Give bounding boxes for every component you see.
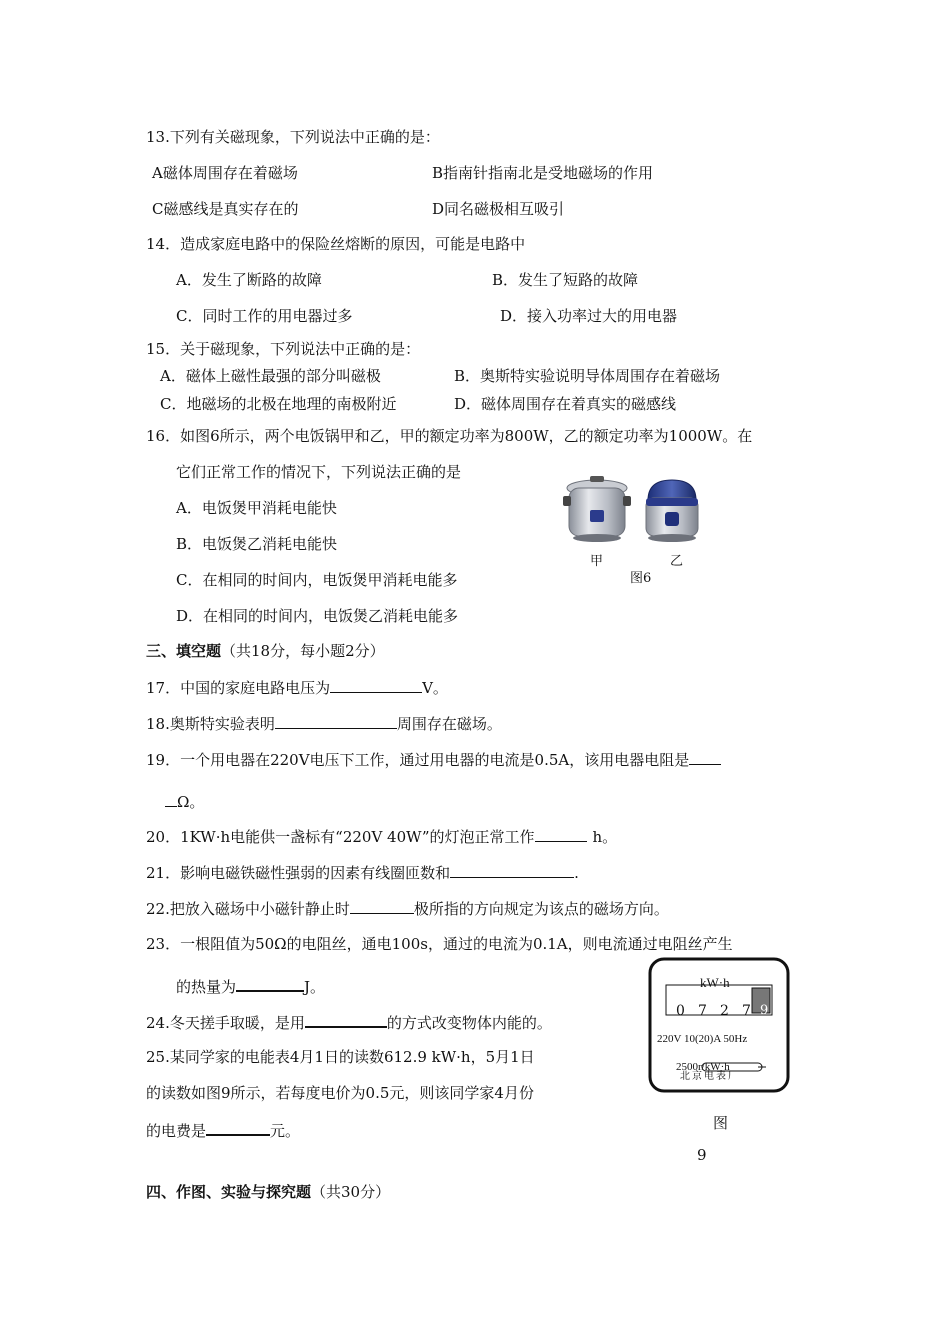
q23-line1: 23．一根阻值为50Ω的电阻丝，通电100s，通过的电流为0.1A，则电流通过电阻丝产生 — [146, 935, 733, 953]
q18-text-end: 周围存在磁场。 — [396, 715, 502, 733]
q16-option-b: B．电饭煲乙消耗电能快 — [176, 535, 338, 553]
q16-stem-line1: 16．如图6所示，两个电饭锅甲和乙，甲的额定功率为800W，乙的额定功率为1000W。在 — [146, 427, 753, 445]
section-3-note: （共18分，每小题2分） — [221, 642, 385, 660]
q25-line1: 25.某同学家的电能表4月1日的读数612.9 kW·h，5月1日 — [146, 1048, 535, 1066]
q15-option-d: D．磁体周围存在着真实的磁感线 — [454, 395, 677, 413]
q19-line1 — [146, 749, 721, 770]
meter-unit: kW·h — [700, 975, 730, 990]
q14-option-b: B．发生了短路的故障 — [492, 271, 639, 289]
q21-end: . — [574, 864, 579, 882]
q15-option-b: B．奥斯特实验说明导体周围存在着磁场 — [454, 367, 721, 385]
q22-text-end: 极所指的方向规定为该点的磁场方向。 — [413, 900, 669, 918]
q23-text: 的热量为 — [176, 978, 237, 996]
q19-line2 — [165, 791, 204, 812]
q14-option-a: A．发生了断路的故障 — [176, 271, 322, 289]
q18 — [146, 713, 502, 734]
meter-digit-1: 0 — [676, 1003, 685, 1019]
meter-maker: 北京电表厂 — [680, 1071, 740, 1082]
q16-option-a: A．电饭煲甲消耗电能快 — [176, 499, 337, 517]
q23-unit: J。 — [304, 978, 326, 996]
q20-text: 20．1KW·h电能供一盏标有“220V 40W”的灯泡正常工作 — [146, 828, 535, 846]
meter-digit-3: 2 — [720, 1003, 729, 1019]
q17-blank[interactable] — [330, 677, 422, 693]
q13-option-a: A磁体周围存在着磁场 — [152, 164, 298, 182]
meter-digit-4: 7 — [742, 1003, 751, 1019]
q17-text: 17．中国的家庭电路电压为 — [146, 679, 331, 697]
q21-blank[interactable] — [450, 862, 574, 878]
figure-9-caption-part2: 9 — [697, 1146, 707, 1164]
figure-9-caption-part1: 图 — [713, 1114, 729, 1132]
rice-cooker-illustration — [560, 474, 710, 554]
q20 — [146, 826, 617, 847]
figure-6-label-jia: 甲 — [590, 554, 604, 569]
q24-blank[interactable] — [305, 1011, 387, 1028]
q24-text-end: 的方式改变物体内能的。 — [386, 1014, 552, 1032]
q25-line2: 的读数如图9所示，若每度电价为0.5元，则该同学家4月份 — [146, 1084, 534, 1102]
q23-blank[interactable] — [236, 975, 304, 992]
q19-blank-cont[interactable] — [165, 791, 177, 807]
q15-option-a: A．磁体上磁性最强的部分叫磁极 — [160, 367, 381, 385]
q20-blank[interactable] — [535, 826, 587, 842]
q13-option-c: C磁感线是真实存在的 — [152, 200, 299, 218]
q23-line2 — [176, 975, 325, 997]
q25-blank[interactable] — [206, 1119, 270, 1136]
q18-text: 18.奥斯特实验表明 — [146, 715, 275, 733]
q24 — [146, 1011, 552, 1033]
q13-option-d: D同名磁极相互吸引 — [432, 200, 565, 218]
q13-stem: 13.下列有关磁现象，下列说法中正确的是： — [146, 128, 440, 146]
q13-option-b: B指南针指南北是受地磁场的作用 — [432, 164, 654, 182]
meter-decimal-digit: 9 — [760, 1003, 769, 1018]
q17 — [146, 677, 448, 698]
figure-9-electric-meter — [648, 957, 790, 1093]
q19-unit: Ω。 — [177, 793, 205, 811]
q25-unit: 元。 — [270, 1122, 301, 1140]
q24-text: 24.冬天搓手取暖，是用 — [146, 1014, 305, 1032]
q14-option-d: D．接入功率过大的用电器 — [500, 307, 678, 325]
q19-text: 19．一个用电器在220V电压下工作，通过用电器的电流是0.5A，该用电器电阻是 — [146, 751, 690, 769]
q15-option-c: C．地磁场的北极在地理的南极附近 — [160, 395, 397, 413]
section-4-heading — [146, 1182, 390, 1202]
q17-unit: V。 — [422, 679, 448, 697]
figure-6-rice-cookers — [560, 474, 710, 584]
figure-6-label-yi: 乙 — [670, 554, 684, 569]
meter-spec: 220V 10(20)A 50Hz — [657, 1033, 748, 1045]
q15-stem: 15．关于磁现象，下列说法中正确的是： — [146, 340, 421, 358]
q21-text: 21．影响电磁铁磁性强弱的因素有线圈匝数和 — [146, 864, 451, 882]
q18-blank[interactable] — [275, 713, 397, 729]
q25-text: 的电费是 — [146, 1122, 207, 1140]
meter-digit-2: 7 — [698, 1003, 707, 1019]
q16-stem-line2: 它们正常工作的情况下，下列说法正确的是 — [176, 463, 462, 481]
section-3-title: 三、填空题 — [146, 642, 222, 660]
rice-cooker-yi — [646, 480, 698, 542]
figure-6-caption: 图6 — [630, 571, 652, 586]
q22-blank[interactable] — [350, 898, 414, 914]
q16-option-d: D．在相同的时间内，电饭煲乙消耗电能多 — [176, 607, 459, 625]
q14-stem: 14．造成家庭电路中的保险丝熔断的原因，可能是电路中 — [146, 235, 526, 253]
meter-revolutions: 2500r/kW·h — [676, 1061, 730, 1073]
section-4-note: （共30分） — [311, 1183, 391, 1201]
rice-cooker-jia — [563, 476, 631, 542]
q21 — [146, 862, 579, 883]
q14-option-c: C．同时工作的用电器过多 — [176, 307, 353, 325]
meter-digits — [676, 1001, 754, 1021]
section-4-title: 四、作图、实验与探究题 — [146, 1183, 312, 1201]
q19-blank[interactable] — [689, 749, 721, 765]
q20-unit: h。 — [592, 828, 618, 846]
section-3-heading — [146, 641, 385, 661]
q25-line3 — [146, 1119, 300, 1141]
q22 — [146, 898, 669, 919]
q22-text: 22.把放入磁场中小磁针静止时 — [146, 900, 350, 918]
q16-option-c: C．在相同的时间内，电饭煲甲消耗电能多 — [176, 571, 458, 589]
